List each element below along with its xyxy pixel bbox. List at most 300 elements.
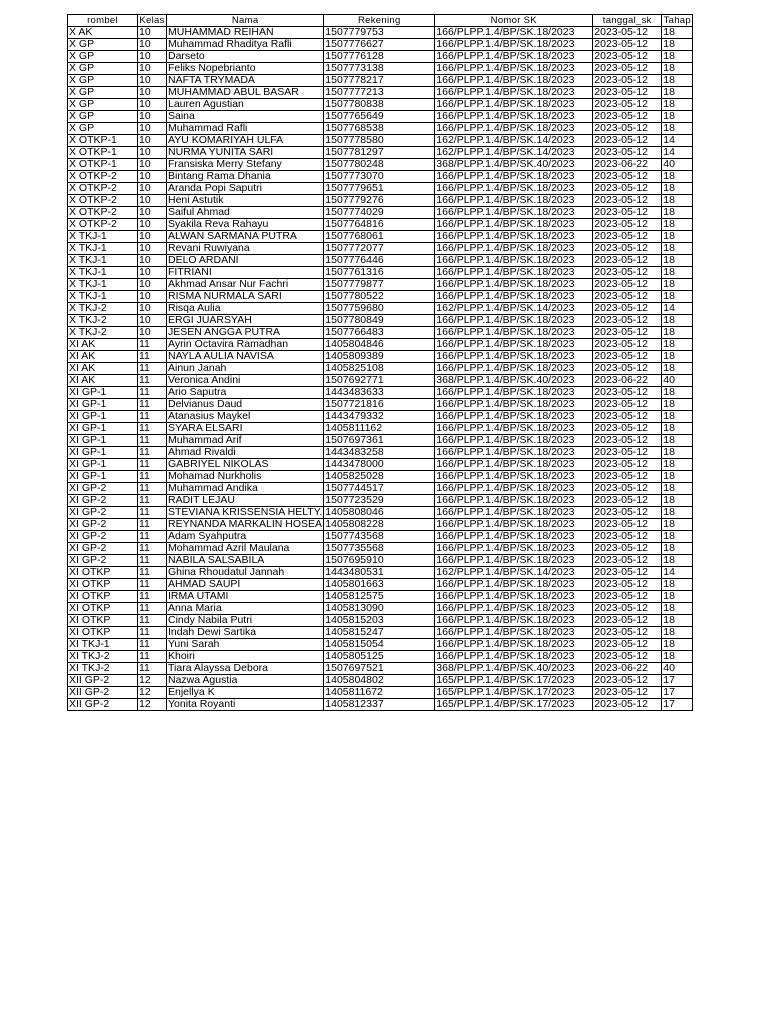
rombel-cell: XI GP-1	[68, 459, 138, 471]
table-row	[68, 339, 693, 351]
rekening-cell: 1405815054	[324, 639, 435, 651]
kelas-cell: 12	[138, 687, 167, 699]
kelas-cell: 11	[138, 519, 167, 531]
nama-cell: Anna Maria	[167, 603, 324, 615]
nomor-sk-cell: 166/PLPP.1.4/BP/SK.18/2023	[435, 27, 593, 39]
nomor-sk-cell: 166/PLPP.1.4/BP/SK.18/2023	[435, 615, 593, 627]
tahap-cell: 18	[662, 447, 693, 459]
kelas-cell: 11	[138, 579, 167, 591]
tanggal-sk-cell: 2023-06-22	[593, 375, 662, 387]
nomor-sk-cell: 162/PLPP.1.4/BP/SK.14/2023	[435, 147, 593, 159]
table-row	[68, 291, 693, 303]
nama-cell: Muhammad Rhaditya Rafli	[167, 39, 324, 51]
nama-cell: Saina	[167, 111, 324, 123]
tanggal-sk-cell: 2023-05-12	[593, 411, 662, 423]
tanggal-sk-cell: 2023-05-12	[593, 327, 662, 339]
nomor-sk-cell: 166/PLPP.1.4/BP/SK.18/2023	[435, 543, 593, 555]
nama-cell: NURMA YUNITA SARI	[167, 147, 324, 159]
kelas-cell: 11	[138, 471, 167, 483]
rombel-cell: XI GP-2	[68, 531, 138, 543]
tahap-cell: 18	[662, 579, 693, 591]
rombel-cell: XI GP-1	[68, 411, 138, 423]
rekening-cell: 1507764816	[324, 219, 435, 231]
tanggal-sk-cell: 2023-05-12	[593, 399, 662, 411]
tanggal-sk-cell: 2023-05-12	[593, 579, 662, 591]
tanggal-sk-cell: 2023-05-12	[593, 363, 662, 375]
rekening-cell: 1443479332	[324, 411, 435, 423]
tahap-cell: 18	[662, 603, 693, 615]
rombel-cell: X OTKP-2	[68, 207, 138, 219]
tahap-cell: 18	[662, 339, 693, 351]
kelas-cell: 12	[138, 699, 167, 711]
rombel-cell: X TKJ-1	[68, 279, 138, 291]
nama-cell: Nazwa Agustia	[167, 675, 324, 687]
tanggal-sk-cell: 2023-05-12	[593, 315, 662, 327]
rekening-cell: 1507766483	[324, 327, 435, 339]
tanggal-sk-cell: 2023-05-12	[593, 99, 662, 111]
rekening-cell: 1507695910	[324, 555, 435, 567]
rekening-cell: 1507780849	[324, 315, 435, 327]
nama-cell: Muhammad Andika	[167, 483, 324, 495]
tanggal-sk-cell: 2023-05-12	[593, 459, 662, 471]
table-row	[68, 531, 693, 543]
rekening-cell: 1507780522	[324, 291, 435, 303]
nomor-sk-cell: 166/PLPP.1.4/BP/SK.18/2023	[435, 555, 593, 567]
header-kelas: Kelas	[139, 15, 165, 26]
rombel-cell: XI AK	[68, 339, 138, 351]
tahap-cell: 18	[662, 291, 693, 303]
tanggal-sk-cell: 2023-05-12	[593, 495, 662, 507]
tahap-cell: 18	[662, 51, 693, 63]
nama-cell: Delvianus Daud	[167, 399, 324, 411]
kelas-cell: 10	[138, 135, 167, 147]
kelas-cell: 12	[138, 675, 167, 687]
tanggal-sk-cell: 2023-05-12	[593, 615, 662, 627]
tahap-cell: 18	[662, 555, 693, 567]
kelas-cell: 10	[138, 315, 167, 327]
nama-cell: Ahmad Rivaldi	[167, 447, 324, 459]
tahap-cell: 14	[662, 135, 693, 147]
kelas-cell: 11	[138, 555, 167, 567]
nama-cell: REYNANDA MARKALIN HOSEA	[168, 518, 323, 530]
rombel-cell: X TKJ-1	[68, 267, 138, 279]
tanggal-sk-cell: 2023-05-12	[593, 207, 662, 219]
rekening-cell: 1405812575	[324, 591, 435, 603]
table-row	[68, 51, 693, 63]
tanggal-sk-cell: 2023-05-12	[593, 147, 662, 159]
rombel-cell: XI GP-2	[68, 495, 138, 507]
tanggal-sk-cell: 2023-05-12	[593, 567, 662, 579]
kelas-cell: 10	[138, 267, 167, 279]
kelas-cell: 10	[138, 87, 167, 99]
rekening-cell: 1507768538	[324, 123, 435, 135]
tahap-cell: 18	[662, 315, 693, 327]
tanggal-sk-cell: 2023-05-12	[593, 303, 662, 315]
kelas-cell: 11	[138, 351, 167, 363]
kelas-cell: 11	[138, 387, 167, 399]
rekening-cell: 1507697361	[324, 435, 435, 447]
tanggal-sk-cell: 2023-05-12	[593, 219, 662, 231]
nama-cell: Veronica Andini	[167, 375, 324, 387]
kelas-cell: 11	[138, 483, 167, 495]
rekening-cell: 1507776446	[324, 255, 435, 267]
tahap-cell: 18	[662, 423, 693, 435]
nomor-sk-cell: 166/PLPP.1.4/BP/SK.18/2023	[435, 315, 593, 327]
rombel-cell: X GP	[68, 99, 138, 111]
kelas-cell: 10	[138, 291, 167, 303]
nama-cell: Akhmad Ansar Nur Fachri	[167, 279, 324, 291]
nama-cell: NABILA SALSABILA	[167, 555, 324, 567]
tanggal-sk-cell: 2023-05-12	[593, 483, 662, 495]
nomor-sk-cell: 166/PLPP.1.4/BP/SK.18/2023	[435, 447, 593, 459]
tahap-cell: 18	[662, 243, 693, 255]
table-row	[68, 231, 693, 243]
nama-cell: GABRIYEL NIKOLAS	[167, 459, 324, 471]
nama-cell: Syakila Reva Rahayu	[167, 219, 324, 231]
table-row	[68, 327, 693, 339]
tanggal-sk-cell: 2023-05-12	[593, 231, 662, 243]
kelas-cell: 11	[138, 591, 167, 603]
header-tahap: Tahap	[663, 15, 691, 26]
tanggal-sk-cell: 2023-05-12	[593, 135, 662, 147]
nomor-sk-cell: 368/PLPP.1.4/BP/SK.40/2023	[435, 159, 593, 171]
rekening-cell: 1507772077	[324, 243, 435, 255]
table-row	[68, 639, 693, 651]
header-rekening: Rekening	[324, 15, 435, 27]
kelas-cell: 10	[138, 303, 167, 315]
table-row	[68, 363, 693, 375]
rombel-cell: XI OTKP	[68, 567, 138, 579]
table-row	[68, 567, 693, 579]
tahap-cell: 18	[662, 507, 693, 519]
kelas-cell: 10	[138, 111, 167, 123]
kelas-cell: 11	[138, 663, 167, 675]
table-row	[68, 687, 693, 699]
nama-cell: NAFTA TRYMADA	[167, 75, 324, 87]
tahap-cell: 18	[662, 231, 693, 243]
tanggal-sk-cell: 2023-05-12	[593, 351, 662, 363]
table-header	[68, 15, 693, 27]
nomor-sk-cell: 166/PLPP.1.4/BP/SK.18/2023	[435, 603, 593, 615]
nomor-sk-cell: 166/PLPP.1.4/BP/SK.18/2023	[435, 219, 593, 231]
table-row	[68, 699, 693, 711]
kelas-cell: 10	[138, 27, 167, 39]
nomor-sk-cell: 166/PLPP.1.4/BP/SK.18/2023	[435, 471, 593, 483]
nama-cell: STEVIANA KRISSENSIA HELTY.	[168, 506, 323, 518]
rombel-cell: XI GP-2	[68, 543, 138, 555]
nomor-sk-cell: 166/PLPP.1.4/BP/SK.18/2023	[435, 123, 593, 135]
table-row	[68, 399, 693, 411]
kelas-cell: 10	[138, 219, 167, 231]
kelas-cell: 11	[138, 363, 167, 375]
tanggal-sk-cell: 2023-05-12	[593, 123, 662, 135]
nomor-sk-cell: 166/PLPP.1.4/BP/SK.18/2023	[435, 99, 593, 111]
nomor-sk-cell: 166/PLPP.1.4/BP/SK.18/2023	[435, 591, 593, 603]
nomor-sk-cell: 166/PLPP.1.4/BP/SK.18/2023	[435, 171, 593, 183]
nama-cell: Revani Ruwiyana	[167, 243, 324, 255]
kelas-cell: 10	[138, 255, 167, 267]
nama-cell: IRMA UTAMI	[167, 591, 324, 603]
nomor-sk-cell: 166/PLPP.1.4/BP/SK.18/2023	[435, 351, 593, 363]
kelas-cell: 11	[138, 399, 167, 411]
nomor-sk-cell: 166/PLPP.1.4/BP/SK.18/2023	[435, 423, 593, 435]
rekening-cell: 1405805125	[324, 651, 435, 663]
rombel-cell: X TKJ-2	[68, 303, 138, 315]
nomor-sk-cell: 162/PLPP.1.4/BP/SK.14/2023	[435, 135, 593, 147]
nama-cell: NAYLA AULIA NAVISA	[167, 351, 324, 363]
table-row	[68, 135, 693, 147]
nama-cell: ERGI JUARSYAH	[167, 315, 324, 327]
table-row	[68, 243, 693, 255]
student-aid-table	[67, 14, 693, 711]
tanggal-sk-cell: 2023-05-12	[593, 267, 662, 279]
tahap-cell: 18	[662, 531, 693, 543]
kelas-cell: 11	[138, 507, 167, 519]
nama-cell: Muhammad Arif	[167, 435, 324, 447]
table-row	[68, 99, 693, 111]
kelas-cell: 10	[138, 99, 167, 111]
rekening-cell: 1405801663	[324, 579, 435, 591]
table-row	[68, 171, 693, 183]
table-row	[68, 615, 693, 627]
rekening-cell: 1507780838	[324, 99, 435, 111]
rekening-cell: 1507779877	[324, 279, 435, 291]
tahap-cell: 18	[662, 123, 693, 135]
tanggal-sk-cell: 2023-05-12	[593, 183, 662, 195]
rekening-cell: 1507774029	[324, 207, 435, 219]
rombel-cell: X GP	[68, 39, 138, 51]
rombel-cell: XI AK	[68, 375, 138, 387]
tahap-cell: 18	[662, 387, 693, 399]
nama-cell: Ainun Janah	[167, 363, 324, 375]
tanggal-sk-cell: 2023-05-12	[593, 651, 662, 663]
nama-cell: Atanasius Maykel	[167, 411, 324, 423]
table-row	[68, 147, 693, 159]
nomor-sk-cell: 166/PLPP.1.4/BP/SK.18/2023	[435, 411, 593, 423]
tahap-cell: 18	[662, 627, 693, 639]
rombel-cell: XI TKJ-2	[68, 663, 138, 675]
rekening-cell: 1405812337	[324, 699, 435, 711]
nama-cell: Enjellya K	[167, 687, 324, 699]
kelas-cell: 11	[138, 567, 167, 579]
nama-cell: ALWAN SARMANA PUTRA	[167, 231, 324, 243]
rombel-cell: X OTKP-2	[68, 219, 138, 231]
rombel-cell: X OTKP-1	[68, 159, 138, 171]
tahap-cell: 18	[662, 27, 693, 39]
tahap-cell: 40	[662, 159, 693, 171]
nama-cell: Khoiri	[167, 651, 324, 663]
rombel-cell: XI OTKP	[68, 591, 138, 603]
tanggal-sk-cell: 2023-05-12	[593, 699, 662, 711]
tanggal-sk-cell: 2023-05-12	[593, 51, 662, 63]
nama-cell: Muhammad Rafli	[167, 123, 324, 135]
table-row	[68, 495, 693, 507]
tanggal-sk-cell: 2023-05-12	[593, 591, 662, 603]
tanggal-sk-cell: 2023-05-12	[593, 507, 662, 519]
tahap-cell: 18	[662, 255, 693, 267]
rekening-cell: 1507778580	[324, 135, 435, 147]
rombel-cell: XI OTKP	[68, 627, 138, 639]
rombel-cell: X OTKP-2	[68, 183, 138, 195]
tahap-cell: 18	[662, 267, 693, 279]
tanggal-sk-cell: 2023-05-12	[593, 423, 662, 435]
tanggal-sk-cell: 2023-05-12	[593, 435, 662, 447]
nama-cell: Saiful Ahmad	[167, 207, 324, 219]
nomor-sk-cell: 166/PLPP.1.4/BP/SK.18/2023	[435, 627, 593, 639]
rekening-cell: 1507692771	[324, 375, 435, 387]
nomor-sk-cell: 166/PLPP.1.4/BP/SK.18/2023	[435, 459, 593, 471]
rekening-cell: 1507761316	[324, 267, 435, 279]
table-row	[68, 111, 693, 123]
table-row	[68, 159, 693, 171]
nama-cell: Fransiska Merry Stefany	[167, 159, 324, 171]
tahap-cell: 18	[662, 87, 693, 99]
nomor-sk-cell: 165/PLPP.1.4/BP/SK.17/2023	[435, 699, 593, 711]
rombel-cell: XI AK	[68, 363, 138, 375]
tahap-cell: 18	[662, 39, 693, 51]
nomor-sk-cell: 166/PLPP.1.4/BP/SK.18/2023	[435, 339, 593, 351]
table-row	[68, 579, 693, 591]
table-row	[68, 435, 693, 447]
nomor-sk-cell: 162/PLPP.1.4/BP/SK.14/2023	[435, 303, 593, 315]
rekening-cell: 1443478000	[324, 459, 435, 471]
rekening-cell: 1405804802	[324, 675, 435, 687]
rombel-cell: X TKJ-2	[68, 327, 138, 339]
table-row	[68, 87, 693, 99]
rombel-cell: X TKJ-2	[68, 315, 138, 327]
nomor-sk-cell: 166/PLPP.1.4/BP/SK.18/2023	[435, 255, 593, 267]
nama-cell: Ario Saputra	[167, 387, 324, 399]
rombel-cell: X GP	[68, 111, 138, 123]
kelas-cell: 11	[138, 447, 167, 459]
rombel-cell: X GP	[68, 87, 138, 99]
table-row	[68, 459, 693, 471]
nama-cell: SYARA ELSARI	[167, 423, 324, 435]
tanggal-sk-cell: 2023-05-12	[593, 555, 662, 567]
table-row	[68, 27, 693, 39]
tanggal-sk-cell: 2023-05-12	[593, 279, 662, 291]
nomor-sk-cell: 166/PLPP.1.4/BP/SK.18/2023	[435, 279, 593, 291]
table-body	[68, 27, 693, 711]
table-row	[68, 651, 693, 663]
tahap-cell: 17	[662, 699, 693, 711]
rombel-cell: XI OTKP	[68, 579, 138, 591]
tahap-cell: 18	[662, 483, 693, 495]
nomor-sk-cell: 166/PLPP.1.4/BP/SK.18/2023	[435, 183, 593, 195]
rombel-cell: X OTKP-2	[68, 171, 138, 183]
rombel-cell: X TKJ-1	[68, 231, 138, 243]
table-row	[68, 423, 693, 435]
tanggal-sk-cell: 2023-06-22	[593, 663, 662, 675]
header-rombel: rombel	[68, 15, 138, 27]
kelas-cell: 10	[138, 231, 167, 243]
nomor-sk-cell: 166/PLPP.1.4/BP/SK.18/2023	[435, 51, 593, 63]
tanggal-sk-cell: 2023-05-12	[593, 519, 662, 531]
tanggal-sk-cell: 2023-05-12	[593, 111, 662, 123]
nama-cell: RADIT LEJAU	[167, 495, 324, 507]
rekening-cell: 1507744517	[324, 483, 435, 495]
nomor-sk-cell: 166/PLPP.1.4/BP/SK.18/2023	[435, 231, 593, 243]
rombel-cell: X OTKP-1	[68, 135, 138, 147]
rombel-cell: XI GP-2	[68, 507, 138, 519]
kelas-cell: 11	[138, 531, 167, 543]
tahap-cell: 18	[662, 219, 693, 231]
table-row	[68, 663, 693, 675]
kelas-cell: 10	[138, 207, 167, 219]
table-row	[68, 75, 693, 87]
tanggal-sk-cell: 2023-05-12	[593, 675, 662, 687]
tahap-cell: 18	[662, 183, 693, 195]
tahap-cell: 14	[662, 147, 693, 159]
kelas-cell: 10	[138, 75, 167, 87]
nomor-sk-cell: 166/PLPP.1.4/BP/SK.18/2023	[435, 63, 593, 75]
rekening-cell: 1405808228	[324, 519, 435, 531]
table-row	[68, 387, 693, 399]
nomor-sk-cell: 166/PLPP.1.4/BP/SK.18/2023	[435, 243, 593, 255]
table-row	[68, 279, 693, 291]
nomor-sk-cell: 166/PLPP.1.4/BP/SK.18/2023	[435, 111, 593, 123]
kelas-cell: 11	[138, 411, 167, 423]
rekening-cell: 1443483258	[324, 447, 435, 459]
nomor-sk-cell: 166/PLPP.1.4/BP/SK.18/2023	[435, 399, 593, 411]
rombel-cell: X TKJ-1	[68, 243, 138, 255]
kelas-cell: 11	[138, 615, 167, 627]
table-row	[68, 267, 693, 279]
nomor-sk-cell: 166/PLPP.1.4/BP/SK.18/2023	[435, 507, 593, 519]
nomor-sk-cell: 166/PLPP.1.4/BP/SK.18/2023	[435, 207, 593, 219]
rekening-cell: 1507778217	[324, 75, 435, 87]
rekening-cell: 1507721816	[324, 399, 435, 411]
rekening-cell: 1405815247	[324, 627, 435, 639]
rekening-cell: 1507765649	[324, 111, 435, 123]
tanggal-sk-cell: 2023-05-12	[593, 87, 662, 99]
rombel-cell: X OTKP-1	[68, 147, 138, 159]
tanggal-sk-cell: 2023-05-12	[593, 75, 662, 87]
nomor-sk-cell: 166/PLPP.1.4/BP/SK.18/2023	[435, 579, 593, 591]
header-row	[68, 15, 693, 27]
nama-cell: Heni Astutik	[167, 195, 324, 207]
kelas-cell: 11	[138, 435, 167, 447]
kelas-cell: 11	[138, 423, 167, 435]
rekening-cell: 1507777213	[324, 87, 435, 99]
rombel-cell: XI OTKP	[68, 603, 138, 615]
kelas-cell: 11	[138, 459, 167, 471]
nomor-sk-cell: 368/PLPP.1.4/BP/SK.40/2023	[435, 663, 593, 675]
nomor-sk-cell: 166/PLPP.1.4/BP/SK.18/2023	[435, 39, 593, 51]
rekening-cell: 1405811672	[324, 687, 435, 699]
nama-cell: JESEN ANGGA PUTRA	[167, 327, 324, 339]
tanggal-sk-cell: 2023-05-12	[593, 63, 662, 75]
tahap-cell: 40	[662, 375, 693, 387]
rekening-cell: 1507773070	[324, 171, 435, 183]
tahap-cell: 18	[662, 327, 693, 339]
table-row	[68, 375, 693, 387]
nama-cell: Darseto	[167, 51, 324, 63]
tanggal-sk-cell: 2023-05-12	[593, 195, 662, 207]
nomor-sk-cell: 166/PLPP.1.4/BP/SK.18/2023	[435, 327, 593, 339]
header-tanggal-sk: tanggal_sk	[593, 15, 662, 27]
tanggal-sk-cell: 2023-05-12	[593, 447, 662, 459]
nama-cell: DELO ARDANI	[167, 255, 324, 267]
nomor-sk-cell: 368/PLPP.1.4/BP/SK.40/2023	[435, 375, 593, 387]
nomor-sk-cell: 166/PLPP.1.4/BP/SK.18/2023	[435, 519, 593, 531]
rekening-cell: 1405815203	[324, 615, 435, 627]
tahap-cell: 18	[662, 111, 693, 123]
table-row	[68, 507, 693, 519]
table-row	[68, 603, 693, 615]
nomor-sk-cell: 165/PLPP.1.4/BP/SK.17/2023	[435, 687, 593, 699]
kelas-cell: 10	[138, 327, 167, 339]
